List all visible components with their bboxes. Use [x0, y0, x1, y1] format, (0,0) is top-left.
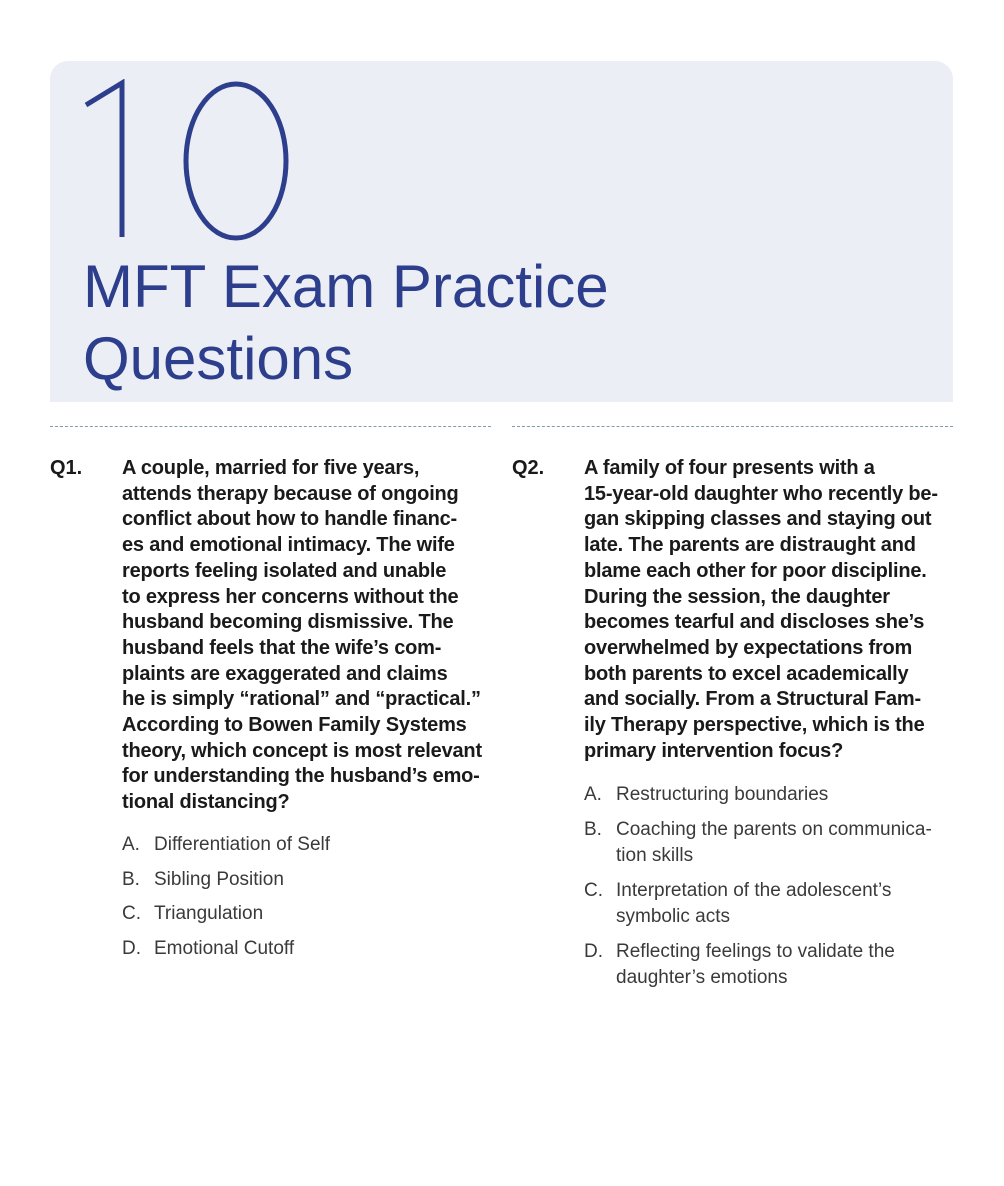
chapter-number	[78, 79, 328, 249]
question-text-line: and socially. From a Structural Fam-	[584, 688, 921, 711]
option-letter: A.	[122, 834, 140, 855]
question-text-line: theory, which concept is most relevant	[122, 739, 482, 762]
option-letter: D.	[584, 940, 603, 962]
option-text-line: tion skills	[616, 845, 694, 866]
option-text-line: Triangulation	[154, 903, 264, 924]
question-text-line: tional distancing?	[122, 791, 290, 814]
question-text-line: both parents to excel academically	[584, 662, 909, 685]
question-text-line: During the session, the daughter	[584, 585, 890, 608]
question-text-line: blame each other for poor discipline.	[584, 559, 927, 582]
question-text-line: for understanding the husband’s emo-	[122, 765, 480, 788]
answer-option-d[interactable]	[584, 939, 956, 992]
question-text-line: es and emotional intimacy. The wife	[122, 534, 455, 557]
option-text	[154, 832, 494, 859]
option-letter: B.	[584, 818, 602, 840]
option-text	[154, 936, 494, 963]
option-text-line: Differentiation of Self	[154, 834, 331, 855]
question-text-line: husband becoming dismissive. The	[122, 611, 454, 634]
digit-zero-shape	[186, 84, 286, 238]
question-text-line: attends therapy because of ongoing	[122, 482, 459, 505]
answer-option-a[interactable]	[122, 832, 494, 859]
question-text-line: ily Therapy perspective, which is the	[584, 714, 925, 737]
option-text	[154, 901, 494, 928]
answer-option-b[interactable]	[122, 867, 494, 894]
option-text	[616, 782, 956, 809]
option-text	[154, 867, 494, 894]
option-text-line: Coaching the parents on communica-	[616, 818, 932, 840]
answer-option-c[interactable]	[584, 878, 956, 931]
chapter-title	[83, 251, 609, 395]
chapter-title-line-2: Questions	[83, 325, 354, 392]
question-text	[584, 456, 956, 764]
question-text-line: late. The parents are distraught and	[584, 534, 916, 557]
chapter-title-line-1: MFT Exam Practice	[83, 253, 609, 320]
option-letter: A.	[584, 784, 602, 805]
question-text-line: overwhelmed by expectations from	[584, 636, 913, 659]
question-text-line: plaints are exaggerated and claims	[122, 662, 448, 685]
option-letter: D.	[122, 937, 141, 959]
question-text-line: conflict about how to handle financ-	[122, 508, 458, 531]
question-label: Q1.	[50, 457, 83, 479]
digit-one-shape	[86, 83, 122, 237]
option-letter: C.	[122, 903, 141, 924]
option-text-line: Sibling Position	[154, 868, 284, 890]
question-text-line: to express her concerns without the	[122, 585, 459, 608]
question-text-line: reports feeling isolated and unable	[122, 559, 447, 582]
option-text	[616, 939, 956, 992]
question-text-line: he is simply “rational” and “practical.”	[122, 688, 481, 711]
question-text-line: gan skipping classes and staying out	[584, 508, 932, 531]
answer-option-c[interactable]	[122, 901, 494, 928]
option-text	[616, 817, 956, 870]
answer-options	[584, 782, 956, 1000]
option-letter: C.	[584, 879, 603, 901]
question-label: Q2.	[512, 457, 545, 479]
divider-right	[512, 426, 953, 427]
question-text-line: A couple, married for five years,	[122, 457, 420, 479]
question-text-line: According to Bowen Family Systems	[122, 714, 467, 737]
option-text-line: Reflecting feelings to validate the	[616, 940, 895, 962]
question-text-line: A family of four presents with a	[584, 457, 875, 479]
option-text	[616, 878, 956, 931]
option-text-line: Emotional Cutoff	[154, 937, 295, 959]
option-letter: B.	[122, 868, 140, 890]
question-text-line: 15-year-old daughter who recently be-	[584, 482, 938, 505]
question-text-line: primary intervention focus?	[584, 739, 844, 762]
answer-option-b[interactable]	[584, 817, 956, 870]
answer-options	[122, 832, 494, 970]
answer-option-a[interactable]	[584, 782, 956, 809]
chapter-header	[50, 61, 953, 402]
option-text-line: Interpretation of the adolescent’s	[616, 879, 892, 901]
question-text-line: husband feels that the wife’s com-	[122, 636, 442, 659]
option-text-line: daughter’s emotions	[616, 967, 788, 988]
option-text-line: symbolic acts	[616, 906, 731, 927]
answer-option-d[interactable]	[122, 936, 494, 963]
option-text-line: Restructuring boundaries	[616, 784, 829, 805]
question-text	[122, 456, 494, 816]
divider-left	[50, 426, 491, 427]
question-text-line: becomes tearful and discloses she’s	[584, 611, 925, 634]
chapter-number-graphic	[78, 79, 328, 249]
